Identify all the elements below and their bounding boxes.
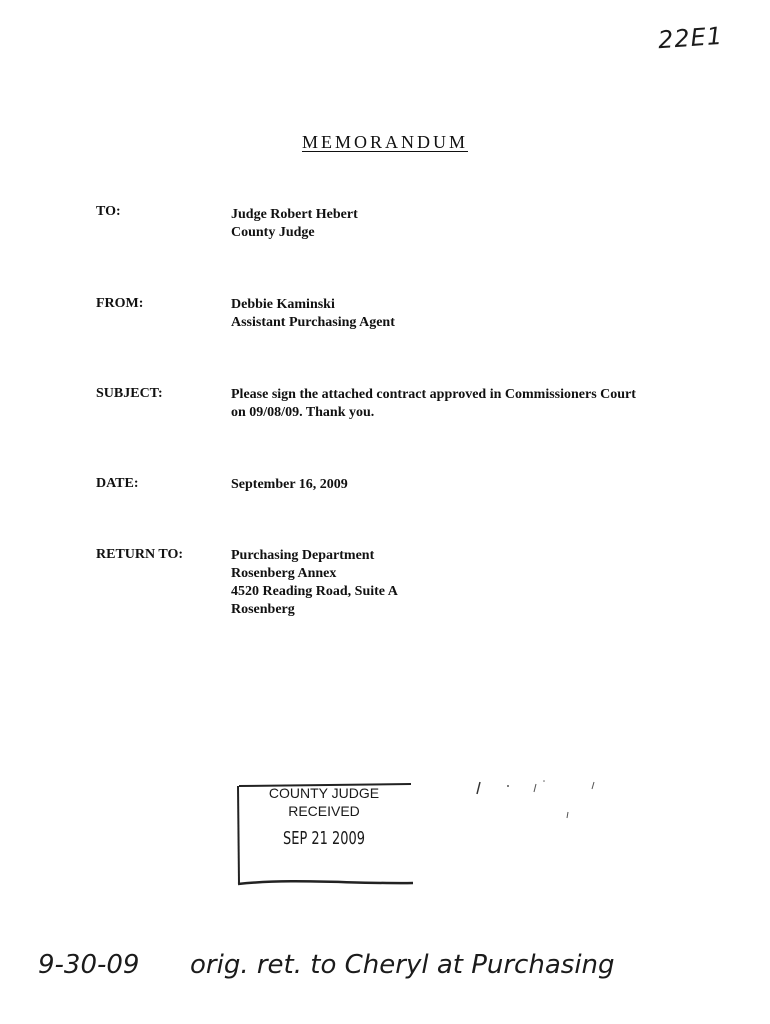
return-to-department: Purchasing Department bbox=[231, 548, 375, 563]
from-name: Debbie Kaminski bbox=[231, 297, 335, 312]
handwritten-note: orig. ret. to Cheryl at Purchasing bbox=[190, 950, 615, 980]
date-text: September 16, 2009 bbox=[231, 477, 348, 492]
to-value bbox=[231, 206, 358, 242]
return-to-value bbox=[231, 547, 398, 619]
from-label: FROM: bbox=[96, 296, 144, 311]
stamp-status: RECEIVED bbox=[288, 803, 360, 819]
memo-title: MEMORANDUM bbox=[301, 132, 468, 152]
subject-line-1: Please sign the attached contract approved in Commissioners Court bbox=[231, 387, 636, 402]
handwritten-corner-note: 22E1 bbox=[657, 21, 724, 55]
return-to-label: RETURN TO: bbox=[96, 547, 184, 562]
subject-label: SUBJECT: bbox=[96, 386, 163, 401]
return-to-building: Rosenberg Annex bbox=[231, 566, 337, 581]
scan-specks bbox=[470, 772, 610, 832]
return-to-street: 4520 Reading Road, Suite A bbox=[231, 584, 398, 599]
handwritten-date: 9-30-09 bbox=[38, 950, 140, 980]
return-to-city: Rosenberg bbox=[231, 602, 295, 617]
date-label: DATE: bbox=[96, 476, 139, 491]
to-title: County Judge bbox=[231, 225, 315, 240]
to-label: TO: bbox=[96, 204, 121, 219]
received-stamp bbox=[233, 780, 415, 888]
from-title: Assistant Purchasing Agent bbox=[231, 315, 395, 330]
stamp-date: SEP 21 2009 bbox=[283, 828, 365, 849]
date-value bbox=[231, 476, 348, 494]
subject-line-2: on 09/08/09. Thank you. bbox=[231, 405, 375, 420]
subject-value bbox=[231, 386, 636, 422]
to-name: Judge Robert Hebert bbox=[231, 207, 358, 222]
stamp-office: COUNTY JUDGE bbox=[268, 785, 380, 801]
from-value bbox=[231, 296, 395, 332]
